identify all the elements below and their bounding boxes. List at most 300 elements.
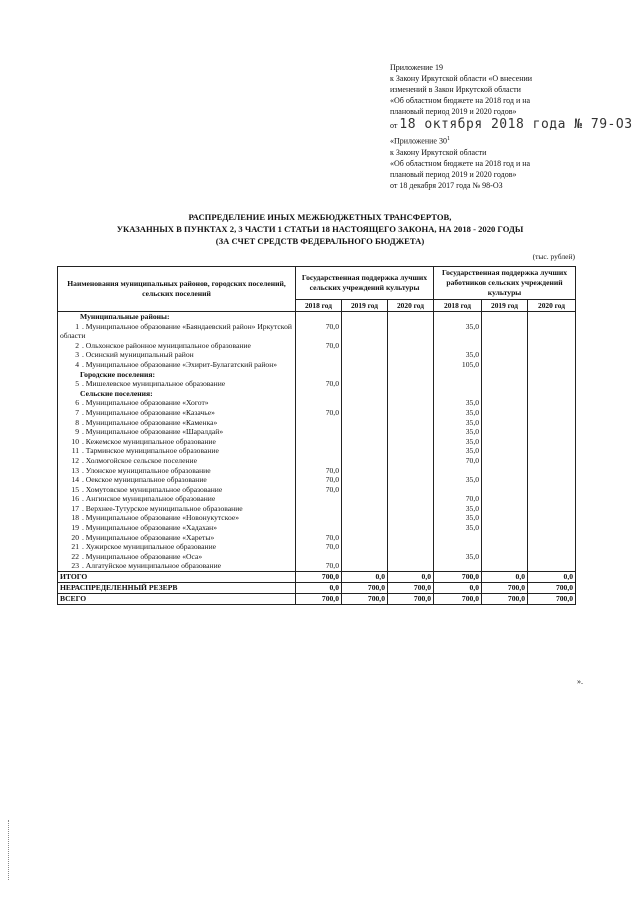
table-row [58,427,576,437]
row-number: 20 [71,532,79,542]
year-header: 2020 год [388,300,434,312]
empty-cell [388,370,434,380]
table-row [58,398,576,408]
amount-cell [482,475,528,485]
empty-cell [528,370,576,380]
amount-cell: 35,0 [434,513,482,523]
amount-cell: 70,0 [434,494,482,504]
amount-cell [482,398,528,408]
total-amount: 700,0 [342,594,388,605]
amount-cell [388,427,434,437]
amount-cell [528,437,576,447]
total-amount: 0,0 [296,583,342,594]
amount-cell: 70,0 [296,322,342,341]
amount-cell [482,341,528,351]
total-amount: 0,0 [434,583,482,594]
amount-cell: 35,0 [434,504,482,514]
total-amount: 700,0 [434,572,482,583]
amount-cell [388,408,434,418]
amount-cell [528,408,576,418]
total-amount: 700,0 [296,572,342,583]
amount-cell [528,494,576,504]
row-number: 10 [71,436,79,446]
amount-cell [388,341,434,351]
table-row [58,561,576,571]
year-header: 2018 год [296,300,342,312]
title-line-3: (ЗА СЧЕТ СРЕДСТВ ФЕДЕРАЛЬНОГО БЮДЖЕТА) [215,236,425,246]
municipality-cell: 17 . Верхнее-Тутурское муниципальное образование [58,504,296,514]
municipality-cell: 19 . Муниципальное образование «Хадахан» [58,523,296,533]
table-row [58,350,576,360]
amount-cell [388,533,434,543]
row-number: 22 [71,551,79,561]
title-line-1: РАСПРЕДЕЛЕНИЕ ИНЫХ МЕЖБЮДЖЕТНЫХ ТРАНСФЕРТОВ, [188,212,452,222]
amount-cell [528,485,576,495]
amount-cell [388,418,434,428]
appendix-label-line [390,134,630,147]
amount-cell [482,379,528,389]
amount-cell [296,360,342,370]
municipality-cell: 10 . Кежемское муниципальное образование [58,437,296,447]
amount-cell [528,513,576,523]
municipality-name: Тарминское муниципальное образование [85,446,219,456]
municipality-name: Алгатуйское муниципальное образование [85,561,222,571]
total-amount: 700,0 [434,594,482,605]
row-number: 2 [75,340,79,350]
table-row [58,552,576,562]
amount-cell [388,322,434,341]
amount-cell [296,437,342,447]
empty-cell [482,389,528,399]
municipality-name: Муниципальное образование «Хареты» [85,532,215,542]
municipality-cell: 13 . Улонское муниципальное образование [58,466,296,476]
empty-cell [296,312,342,322]
amount-cell [296,523,342,533]
amount-cell [388,456,434,466]
row-number: 16 [71,494,79,504]
municipality-cell: 15 . Хомутовское муниципальное образование [58,485,296,495]
header-line: к Закону Иркутской области «О внесении [390,74,533,83]
amount-cell [482,466,528,476]
total-row [58,594,576,605]
amount-cell [434,542,482,552]
amount-cell [388,475,434,485]
appendix-superscript: 1 [446,136,450,142]
municipality-cell: 7 . Муниципальное образование «Казачье» [58,408,296,418]
row-number: 9 [75,427,79,437]
empty-cell [296,370,342,380]
amount-cell [296,418,342,428]
section-row [58,389,576,399]
empty-cell [296,389,342,399]
amount-cell [342,504,388,514]
scan-margin-marks [8,820,11,880]
amount-cell: 35,0 [434,418,482,428]
amount-cell [388,466,434,476]
row-number: 5 [75,379,79,389]
header-line: плановый период 2019 и 2020 годов» [390,107,517,116]
municipality-name: Муниципальное образование «Каменка» [85,417,218,427]
empty-cell [482,312,528,322]
amount-cell [528,379,576,389]
header-line: плановый период 2019 и 2020 годов» [390,169,517,179]
row-number: 6 [75,398,79,408]
column-header-name: Наименования муниципальных районов, городских поселений, сельских поселений [58,267,296,312]
appendix-header [390,62,633,191]
amount-cell [528,446,576,456]
empty-cell [434,389,482,399]
total-amount: 700,0 [388,583,434,594]
row-number: 14 [71,475,79,485]
row-number: 8 [75,417,79,427]
municipality-name: Муниципальное образование «Эхирит-Булагатский район» [85,359,278,369]
amount-cell [528,533,576,543]
amount-cell [342,350,388,360]
municipality-cell: 21 . Хужирское муниципальное образование [58,542,296,552]
amount-cell [342,418,388,428]
amount-cell [434,561,482,571]
amount-cell [482,504,528,514]
amount-cell [388,561,434,571]
date-stamp: 18 октября 2018 года № 79-ОЗ [399,117,633,132]
row-number: 19 [71,523,79,533]
appendix-label: «Приложение 30 [390,136,447,146]
table-row [58,533,576,543]
total-row [58,572,576,583]
municipality-name: Муниципальное образование «Хадахан» [85,523,218,533]
municipality-cell: 14 . Оекское муниципальное образование [58,475,296,485]
municipality-cell: 8 . Муниципальное образование «Каменка» [58,418,296,428]
municipality-name: Кежемское муниципальное образование [85,436,216,446]
units-label: (тыс. рублей) [532,252,575,261]
amount-cell [482,542,528,552]
amount-cell [342,552,388,562]
amount-cell [482,446,528,456]
amount-cell [482,485,528,495]
municipality-name: Муниципальное образование «Казачье» [85,407,215,417]
amount-cell: 35,0 [434,427,482,437]
section-title: Муниципальные районы: [58,312,296,322]
table-row [58,475,576,485]
amount-cell [388,485,434,495]
amount-cell [482,418,528,428]
row-number: 23 [71,561,79,571]
row-number: 17 [71,503,79,513]
amount-cell [342,379,388,389]
municipality-name: Хомутовское муниципальное образование [85,484,223,494]
amount-cell [482,561,528,571]
table-row [58,456,576,466]
municipality-name: Холмогойское сельское поселение [85,455,197,465]
header-line: «Об областном бюджете на 2018 год и на [390,158,531,168]
date-stamp-line [390,117,633,134]
amount-cell [342,513,388,523]
amount-cell [388,437,434,447]
total-amount: 700,0 [482,594,528,605]
amount-cell [528,523,576,533]
amount-cell [482,322,528,341]
amount-cell [388,360,434,370]
amount-cell [388,379,434,389]
total-amount: 700,0 [528,583,576,594]
municipality-cell: 6 . Муниципальное образование «Хогот» [58,398,296,408]
table-row [58,418,576,428]
amount-cell [482,360,528,370]
amount-cell [342,437,388,447]
header-line: «Об областном бюджете на 2018 год и на [390,96,531,105]
amount-cell: 70,0 [296,485,342,495]
amount-cell: 70,0 [296,379,342,389]
municipality-cell: 5 . Мишелевское муниципальное образование [58,379,296,389]
amount-cell: 35,0 [434,350,482,360]
total-row [58,583,576,594]
year-header: 2019 год [342,300,388,312]
amount-cell [528,360,576,370]
header-line: от 18 декабря 2017 года № 98-ОЗ [390,180,503,190]
amount-cell [528,466,576,476]
row-number: 13 [71,465,79,475]
amount-cell [296,494,342,504]
amount-cell [482,552,528,562]
row-number: 18 [71,513,79,523]
amount-cell [296,513,342,523]
amount-cell [342,446,388,456]
amount-cell [528,504,576,514]
amount-cell: 70,0 [296,408,342,418]
empty-cell [482,370,528,380]
amount-cell [528,561,576,571]
municipality-cell: 2 . Ольхонское районное муниципальное образование [58,341,296,351]
empty-cell [388,312,434,322]
amount-cell [388,552,434,562]
total-amount: 700,0 [482,583,528,594]
amount-cell [434,341,482,351]
amount-cell [388,494,434,504]
section-title: Городские поселения: [58,370,296,380]
table-row [58,485,576,495]
amount-cell: 35,0 [434,475,482,485]
amount-cell [528,456,576,466]
municipality-name: Улонское муниципальное образование [85,465,211,475]
header-line: Приложение 19 [390,63,443,72]
amount-cell [482,350,528,360]
total-label: ВСЕГО [58,594,296,605]
municipality-name: Верхнее-Тутурское муниципальное образование [85,503,243,513]
title-line-2: УКАЗАННЫХ В ПУНКТАХ 2, 3 ЧАСТИ 1 СТАТЬИ 18 НАСТОЯЩЕГО ЗАКОНА, НА 2018 - 2020 ГОДЫ [116,224,524,234]
row-number: 12 [71,455,79,465]
table-row [58,446,576,456]
amount-cell [528,427,576,437]
amount-cell [528,475,576,485]
amount-cell: 70,0 [296,466,342,476]
amount-cell [482,437,528,447]
table-row [58,341,576,351]
amount-cell [388,542,434,552]
amount-cell [528,350,576,360]
section-title: Сельские поселения: [58,389,296,399]
table-row [58,542,576,552]
empty-cell [342,389,388,399]
amount-cell [342,494,388,504]
municipality-name: Муниципальное образование «Шаралдай» [85,427,224,437]
amount-cell [342,341,388,351]
header-line: изменений в Закон Иркутской области [390,85,521,94]
total-amount: 700,0 [342,583,388,594]
empty-cell [528,389,576,399]
table-row [58,504,576,514]
amount-cell: 35,0 [434,408,482,418]
document-title [60,211,580,247]
municipality-cell: 18 . Муниципальное образование «Новонукутское» [58,513,296,523]
amount-cell [342,398,388,408]
amount-cell [482,494,528,504]
municipality-name: Хужирское муниципальное образование [85,542,217,552]
municipality-cell: 23 . Алгатуйское муниципальное образование [58,561,296,571]
amount-cell [434,485,482,495]
municipality-cell: 4 . Муниципальное образование «Эхирит-Булагатский район» [58,360,296,370]
table-row [58,494,576,504]
municipality-name: Муниципальное образование «Хогот» [85,398,209,408]
amount-cell [342,360,388,370]
table-row [58,513,576,523]
row-number: 7 [75,407,79,417]
section-row [58,312,576,322]
empty-cell [528,312,576,322]
amount-cell: 35,0 [434,446,482,456]
amount-cell [342,542,388,552]
municipality-name: Муниципальное образование «Оса» [85,551,203,561]
table-row [58,322,576,341]
column-group-villages-institutions: Государственная поддержка лучших сельских учреждений культуры [296,267,434,300]
amount-cell [434,533,482,543]
amount-cell: 35,0 [434,322,482,341]
municipality-cell: 16 . Ангинское муниципальное образование [58,494,296,504]
amount-cell: 70,0 [296,561,342,571]
amount-cell [296,350,342,360]
amount-cell [296,552,342,562]
municipality-cell: 1 . Муниципальное образование «Баяндаевский район» Иркутской области [58,322,296,341]
amount-cell [388,523,434,533]
row-number: 3 [75,350,79,360]
amount-cell [296,446,342,456]
amount-cell [296,456,342,466]
amount-cell [388,446,434,456]
amount-cell [296,427,342,437]
empty-cell [342,370,388,380]
amount-cell [342,427,388,437]
row-number: 4 [75,359,79,369]
municipality-name: Оекское муниципальное образование [85,475,207,485]
total-label: ИТОГО [58,572,296,583]
municipality-name: Ангинское муниципальное образование [85,494,216,504]
amount-cell [528,398,576,408]
column-group-culture-workers: Государственная поддержка лучших работников сельских учреждений культуры [434,267,576,300]
amount-cell: 70,0 [434,456,482,466]
table-row [58,360,576,370]
amount-cell: 70,0 [296,542,342,552]
municipality-cell: 20 . Муниципальное образование «Хареты» [58,533,296,543]
amount-cell [528,542,576,552]
total-amount: 700,0 [388,594,434,605]
municipality-name: Ольхонское районное муниципальное образование [85,340,251,350]
municipality-cell: 9 . Муниципальное образование «Шаралдай» [58,427,296,437]
amount-cell [482,533,528,543]
municipality-cell: 3 . Осинский муниципальный район [58,350,296,360]
municipality-name: Муниципальное образование «Новонукутское» [85,513,240,523]
municipality-name: Мишелевское муниципальное образование [85,379,226,389]
stamp-prefix: от [390,121,398,130]
total-amount: 0,0 [482,572,528,583]
amount-cell: 70,0 [296,341,342,351]
closing-quote: ». [577,677,583,686]
total-label: НЕРАСПРЕДЕЛЕННЫЙ РЕЗЕРВ [58,583,296,594]
row-number: 15 [71,484,79,494]
amount-cell [482,523,528,533]
table-row [58,523,576,533]
empty-cell [434,370,482,380]
amount-cell [342,475,388,485]
municipality-name: Осинский муниципальный район [85,350,194,360]
amount-cell [342,523,388,533]
municipality-cell: 12 . Холмогойское сельское поселение [58,456,296,466]
amount-cell [482,456,528,466]
amount-cell [342,322,388,341]
amount-cell [482,427,528,437]
amount-cell: 35,0 [434,437,482,447]
amount-cell [482,408,528,418]
empty-cell [388,389,434,399]
total-amount: 0,0 [342,572,388,583]
table-body [58,312,576,605]
total-amount: 700,0 [296,594,342,605]
amount-cell: 35,0 [434,398,482,408]
amount-cell [342,533,388,543]
municipality-cell: 22 . Муниципальное образование «Оса» [58,552,296,562]
amount-cell [482,513,528,523]
amount-cell: 105,0 [434,360,482,370]
year-header: 2018 год [434,300,482,312]
amount-cell [528,341,576,351]
amount-cell [434,466,482,476]
row-number: 21 [71,542,79,552]
amount-cell [296,398,342,408]
amount-cell: 70,0 [296,533,342,543]
header-line: к Закону Иркутской области [390,147,487,157]
amount-cell [342,561,388,571]
amount-cell: 35,0 [434,552,482,562]
amount-cell [388,398,434,408]
amount-cell [528,418,576,428]
table-row [58,379,576,389]
amount-cell [388,350,434,360]
amount-cell [342,466,388,476]
amount-cell: 35,0 [434,523,482,533]
amount-cell [296,504,342,514]
municipality-cell: 11 . Тарминское муниципальное образование [58,446,296,456]
transfers-table [57,266,576,605]
table-row [58,466,576,476]
amount-cell [342,485,388,495]
row-number: 1 [75,321,79,331]
total-amount: 0,0 [388,572,434,583]
amount-cell [342,456,388,466]
row-number: 11 [71,446,79,456]
total-amount: 0,0 [528,572,576,583]
amount-cell [434,379,482,389]
amount-cell [528,552,576,562]
year-header: 2020 год [528,300,576,312]
amount-cell: 70,0 [296,475,342,485]
